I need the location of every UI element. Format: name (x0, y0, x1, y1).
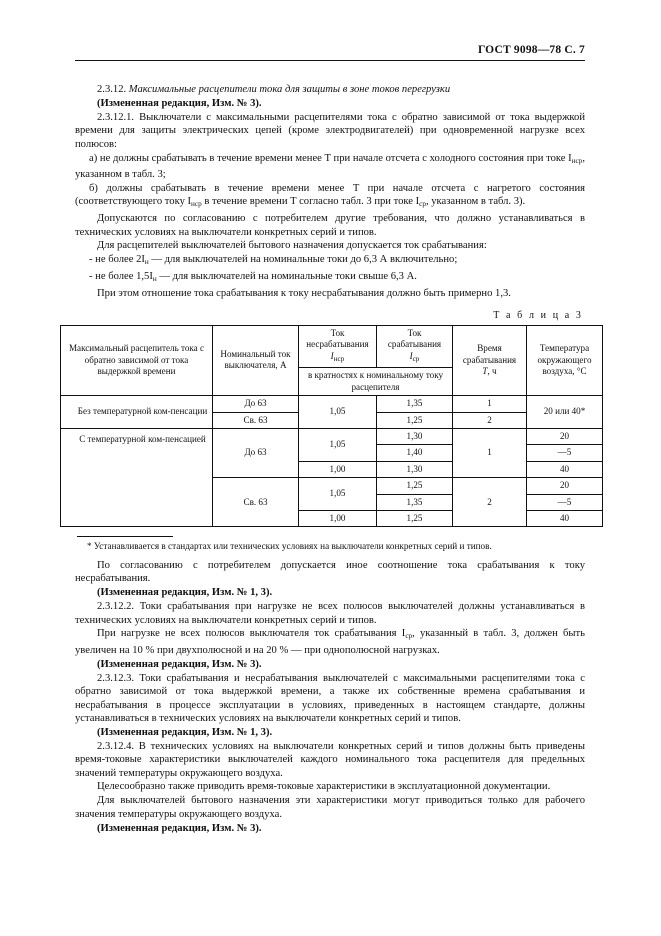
partial-pole-subscript: ср (405, 632, 413, 641)
header-non-tripping-symbol: I (330, 350, 334, 361)
item-a-text: а) не должны срабатывать в течение времени менее T при начале отсчета с холодного состояния при токе I (89, 152, 572, 164)
header-non-tripping-line2: несрабатывания (306, 339, 369, 350)
header-cell-rated-current: Номинальный ток выключателя, А (213, 325, 299, 396)
header-tripping-line1: Ток (407, 327, 422, 338)
cell-group1-isr-2: 1,25 (377, 412, 453, 428)
revision-note-1-text: (Измененная редакция, Изм. № 3). (97, 97, 262, 109)
footnote-text: * Устанавливается в стандартах или технических условиях на выключатели конкретных серий и типов. (87, 541, 492, 552)
revision-note-2-text: (Измененная редакция, Изм. № 1, 3). (97, 587, 273, 599)
cell-group2b-isr-1: 1,25 (377, 478, 453, 494)
cell-group1-name: Без температурной ком-пенсации (61, 396, 213, 429)
paragraph-partial-pole-load (75, 627, 585, 657)
cell-group2a-temp-2: —5 (527, 445, 603, 461)
cell-group2a-isr-2: 1,40 (377, 445, 453, 461)
revision-note-3-text: (Измененная редакция, Изм. № 3). (97, 658, 262, 670)
item-a-tail: , указанном в табл. 3; (75, 152, 585, 180)
dash-item-2-tail: — для выключателей на номинальные токи свыше 6,3 А. (156, 271, 417, 283)
paragraph-ratio-note: При этом отношение тока срабатывания к току несрабатывания должно быть примерно 1,3. (97, 288, 511, 300)
dash-item-2 (75, 270, 585, 286)
item-a-subscript: нср (571, 156, 583, 165)
revision-note-2 (75, 586, 585, 599)
cell-group2a-rating: До 63 (213, 429, 299, 478)
cell-group2-name: С температурной ком-пенсацией (61, 429, 213, 527)
cell-group1-temp: 20 или 40* (527, 396, 603, 429)
header-temp-line1: Температура (539, 343, 590, 353)
table-3 (60, 325, 603, 528)
revision-note-5-text: (Измененная редакция, Изм. № 3). (97, 822, 262, 834)
paragraph-agreement-consumer: Допускаются по согласованию с потребителем другие требования, что должно устанавливаться в технических условиях на выключатели конкретных серий и типов. (75, 213, 585, 238)
paragraph-household-releases: Для расцепителей выключателей бытового назначения допускается ток срабатывания: (97, 240, 487, 252)
header-time-line1: Время (477, 343, 502, 353)
paragraph-2-3-12-4: 2.3.12.4. В технических условиях на выключатели конкретных серий и типов должны быть приведены время-токовые характеристики выключателей каждого номинального тока расцепителя для предельных значений температуры окружающего воздуха. (75, 740, 585, 779)
page-content (68, 44, 592, 836)
header-cell-tripping-current (377, 325, 453, 368)
cell-group2a-time: 1 (453, 429, 527, 478)
paragraph-2-3-12-1-item-a (75, 152, 585, 182)
cell-group2b-inesr-3: 1,00 (299, 511, 377, 527)
cell-group1-rating-1: До 63 (213, 396, 299, 412)
clause-2-3-12-number: 2.3.12. (97, 84, 127, 95)
header-non-tripping-subscript: нср (333, 354, 345, 363)
header-time-symbol: T (482, 366, 488, 377)
partial-pole-pre: При нагрузке не всех полюсов выключателя ток срабатывания I (97, 628, 406, 640)
partial-pole-tail: , указанный в табл. 3, должен быть увеличен на 10 % при двухполюсной и на 20 % — при однополюсной нагрузках. (75, 628, 586, 656)
cell-group2a-temp-1: 20 (527, 429, 603, 445)
page-header: ГОСТ 9098—78 С. 7 (75, 44, 585, 61)
item-b-middle: в течение времени T согласно табл. 3 при токе I (201, 196, 420, 208)
header-cell-release-type: Максимальный расцепитель тока с обратно зависимой от тока выдержкой времени (61, 325, 213, 396)
header-tripping-line2: срабатывания (387, 339, 442, 350)
paragraph-household-characteristics: Для выключателей бытового назначения эти характеристики могут приводиться только для рабочего значения температуры окружающего воздуха. (75, 795, 585, 820)
header-cell-tripping-time (453, 325, 527, 396)
dash-item-2-pre: - не более 1,5I (89, 271, 153, 283)
cell-group2a-temp-3: 40 (527, 461, 603, 477)
header-cell-multiples-note: в кратностях к номинальному току расцепителя (299, 368, 453, 396)
clause-2-3-12-heading (75, 83, 585, 96)
dash-item-1-subscript: н (144, 258, 149, 267)
header-cell-ambient-temperature (527, 325, 603, 396)
header-temp-line2: окружающего (537, 354, 592, 365)
cell-group2b-temp-3: 40 (527, 511, 603, 527)
cell-group1-inesr: 1,05 (299, 396, 377, 429)
paragraph-operational-docs: Целесообразно также приводить время-токовые характеристики в эксплуатационной документации. (97, 781, 551, 793)
header-tripping-subscript: ср (412, 354, 420, 363)
revision-note-1 (75, 97, 585, 110)
clause-2-3-12-title: Максимальные расцепители тока для защиты в зоне токов перегрузки (128, 84, 451, 95)
table-header-row-1 (61, 325, 603, 368)
header-cell-non-tripping-current (299, 325, 377, 368)
cell-group2b-temp-1: 20 (527, 478, 603, 494)
dash-item-2-subscript: н (152, 275, 157, 284)
revision-note-4 (75, 726, 585, 739)
cell-group1-time-1: 1 (453, 396, 527, 412)
revision-note-4-text: (Измененная редакция, Изм. № 1, 3). (97, 726, 273, 738)
paragraph-2-3-12-3: 2.3.12.3. Токи срабатывания и несрабатывания выключателей с максимальными расцепителями тока с обратно зависимой от тока выдержкой времени, а также их собственные времена срабатывания и несрабатывания в процессе эксплуатации в условиях, приведенных в настоящем стандарте, должны устанавливаться в технических условиях на выключатели конкретных серий и типов. (75, 672, 585, 724)
paragraph-2-3-12-1: 2.3.12.1. Выключатели с максимальными расцепителями тока с обратно зависимой от тока выдержкой времени для защиты электрических цепей (кроме электродвигателей) при одновременной нагрузке всех полюсов: (75, 111, 585, 150)
cell-group2b-rating: Св. 63 (213, 478, 299, 527)
paragraph-consumer-agreement-2: По согласованию с потребителем допускается иное соотношение тока срабатывания к току несрабатывания. (75, 559, 585, 585)
header-non-tripping-line1: Ток (330, 327, 345, 338)
table-caption: Т а б л и ц а 3 (493, 309, 583, 321)
cell-group2b-temp-2: —5 (527, 494, 603, 510)
revision-note-3 (75, 658, 585, 671)
cell-group2b-isr-3: 1,25 (377, 511, 453, 527)
paragraph-2-3-12-1-item-b (75, 182, 585, 212)
cell-group2a-inesr-1: 1,05 (299, 429, 377, 462)
table-row (61, 396, 603, 412)
cell-group1-isr-1: 1,35 (377, 396, 453, 412)
footnote-rule (77, 536, 173, 537)
item-b-subscript-2: ср (419, 200, 426, 209)
cell-group1-rating-2: Св. 63 (213, 412, 299, 428)
header-time-line2: срабатывания (462, 354, 517, 365)
item-b-tail: , указанном в табл. 3). (425, 196, 526, 208)
table-row (61, 429, 603, 445)
cell-group2b-inesr-1: 1,05 (299, 478, 377, 511)
item-b-text: б) должны срабатывать в течение времени менее T при начале отсчета с нагретого состояния (соответствующего току I (75, 182, 585, 208)
cell-group2b-time: 2 (453, 478, 527, 527)
header-tripping-symbol: I (409, 350, 413, 361)
cell-group2a-isr-3: 1,30 (377, 461, 453, 477)
dash-item-1-tail: — для выключателей на номинальные токи до 6,3 А включительно; (148, 254, 458, 266)
cell-group2a-inesr-3: 1,00 (299, 461, 377, 477)
header-time-units: , ч (487, 366, 497, 377)
cell-group2b-isr-2: 1,35 (377, 494, 453, 510)
item-b-subscript-1: нср (191, 200, 202, 209)
cell-group2a-isr-1: 1,30 (377, 429, 453, 445)
revision-note-5 (75, 822, 585, 835)
dash-item-1-pre: - не более 2I (89, 254, 145, 266)
paragraph-2-3-12-2: 2.3.12.2. Токи срабатывания при нагрузке не всех полюсов выключателей должны устанавливаться в технических условиях на выключатели конкретных серий и типов. (75, 601, 585, 626)
cell-group1-time-2: 2 (453, 412, 527, 428)
dash-item-1 (75, 253, 585, 269)
header-temp-line3: воздуха, °С (542, 366, 587, 377)
